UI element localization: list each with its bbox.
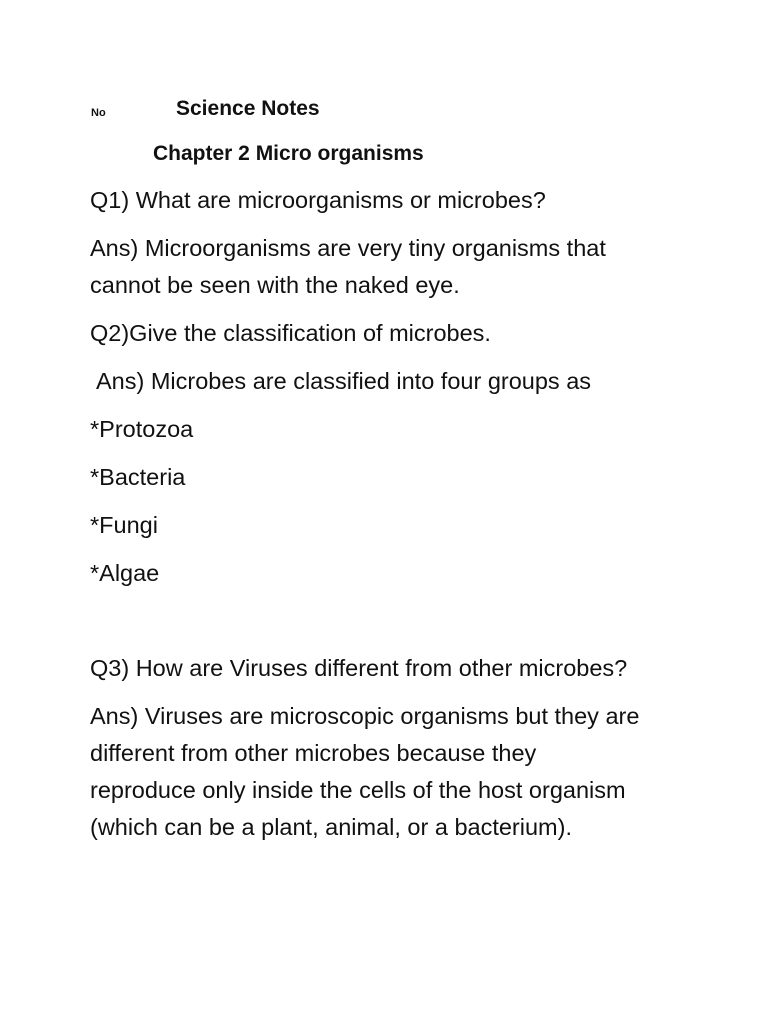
question-2: Q2)Give the classification of microbes. [90, 320, 491, 346]
answer-1-line-2: cannot be seen with the naked eye. [90, 272, 460, 298]
page-title: Science Notes [176, 97, 320, 120]
chapter-heading: Chapter 2 Micro organisms [153, 142, 424, 165]
answer-3-line-3: reproduce only inside the cells of the host organism [90, 777, 626, 803]
answer-3-line-1: Ans) Viruses are microscopic organisms but they are [90, 703, 640, 729]
group-item-algae: *Algae [90, 560, 160, 586]
number-label: No [91, 107, 106, 119]
group-item-protozoa: *Protozoa [90, 416, 194, 442]
group-item-bacteria: *Bacteria [90, 464, 186, 490]
answer-3-line-2: different from other microbes because they [90, 740, 537, 766]
answer-3-line-4: (which can be a plant, animal, or a bacterium). [90, 814, 572, 840]
answer-1-line-1: Ans) Microorganisms are very tiny organisms that [90, 235, 606, 261]
question-1: Q1) What are microorganisms or microbes? [90, 187, 546, 213]
answer-2-intro: Ans) Microbes are classified into four groups as [96, 368, 592, 394]
group-item-fungi: *Fungi [90, 512, 158, 538]
question-3: Q3) How are Viruses different from other microbes? [90, 655, 628, 681]
